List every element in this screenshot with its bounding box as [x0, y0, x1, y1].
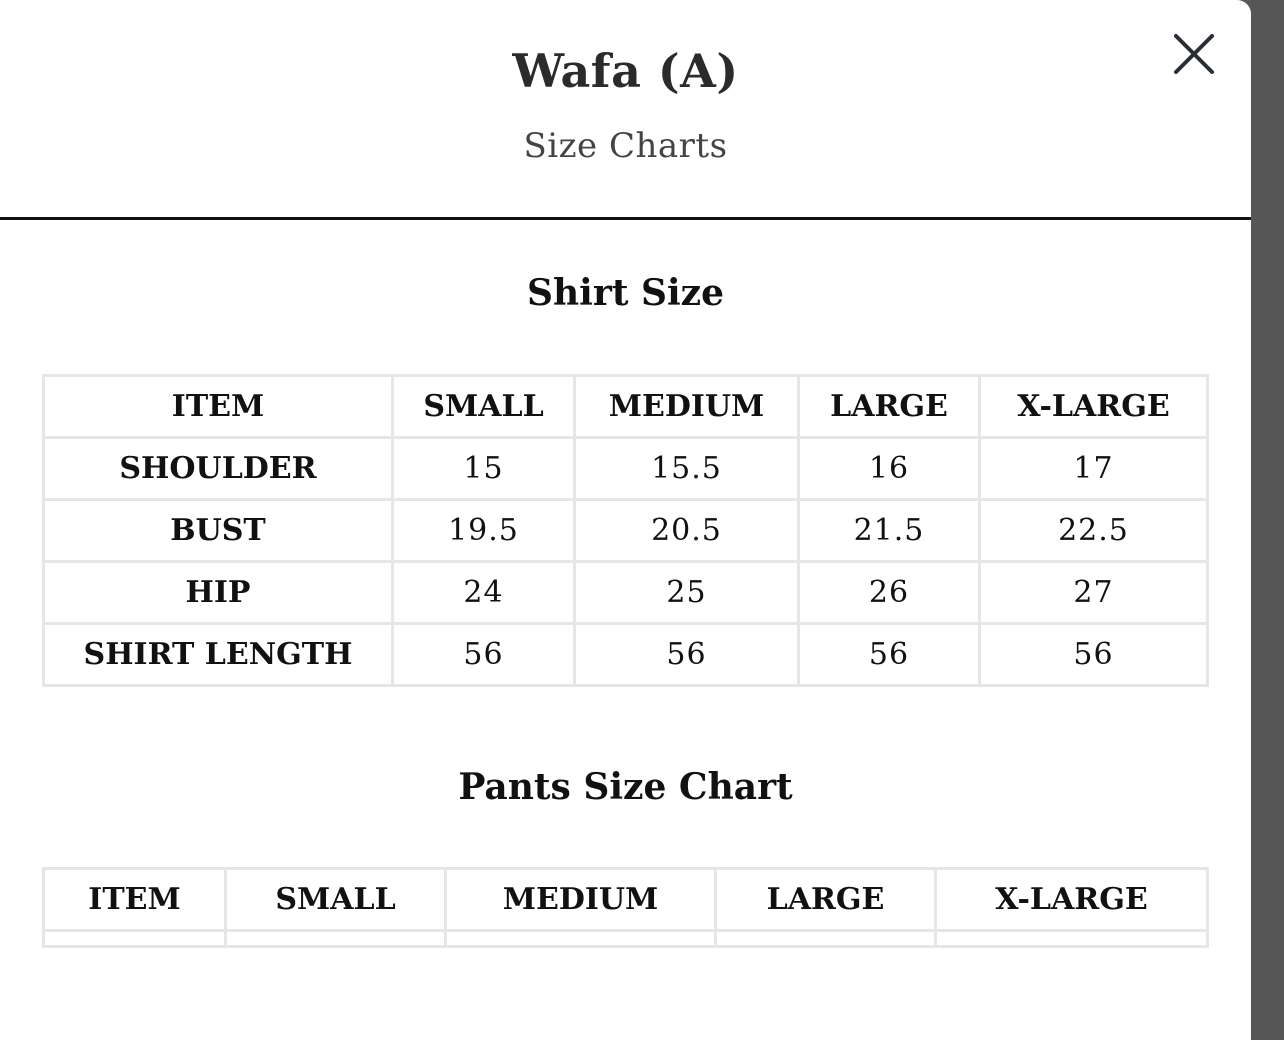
column-header: SMALL — [393, 376, 575, 438]
modal-subtitle: Size Charts — [523, 126, 728, 166]
table-cell: 15.5 — [575, 438, 799, 500]
table-cell: 20.5 — [575, 500, 799, 562]
row-label: BUST — [44, 500, 393, 562]
table-cell: 22.5 — [980, 500, 1208, 562]
table-row — [44, 500, 1208, 562]
row-label: HIP — [44, 562, 393, 624]
close-button[interactable] — [1170, 30, 1218, 78]
table-cell: 56 — [575, 624, 799, 686]
table-cell: 25 — [575, 562, 799, 624]
column-header: LARGE — [716, 869, 936, 931]
column-header: X-LARGE — [980, 376, 1208, 438]
table-cell: 56 — [799, 624, 980, 686]
table-cell — [44, 931, 226, 947]
table-cell: 26 — [799, 562, 980, 624]
column-header: SMALL — [226, 869, 446, 931]
table-cell: 56 — [393, 624, 575, 686]
table-cell — [936, 931, 1208, 947]
pants-size-title: Pants Size Chart — [458, 766, 793, 808]
table-row — [44, 931, 1208, 947]
column-header: LARGE — [799, 376, 980, 438]
column-header: MEDIUM — [446, 869, 716, 931]
table-header-row — [44, 869, 1208, 931]
table-row — [44, 562, 1208, 624]
column-header: X-LARGE — [936, 869, 1208, 931]
product-title: Wafa (A) — [512, 44, 739, 98]
shirt-size-title: Shirt Size — [527, 272, 724, 314]
table-cell: 21.5 — [799, 500, 980, 562]
page-scrollbar[interactable] — [1251, 0, 1284, 1018]
table-header-row — [44, 376, 1208, 438]
table-row — [44, 438, 1208, 500]
table-cell — [226, 931, 446, 947]
table-cell: 56 — [980, 624, 1208, 686]
table-cell: 27 — [980, 562, 1208, 624]
row-label: SHIRT LENGTH — [44, 624, 393, 686]
column-header: ITEM — [44, 376, 393, 438]
table-row — [44, 624, 1208, 686]
column-header: MEDIUM — [575, 376, 799, 438]
row-label: SHOULDER — [44, 438, 393, 500]
column-header: ITEM — [44, 869, 226, 931]
pants-size-table — [42, 867, 1209, 948]
table-cell: 15 — [393, 438, 575, 500]
shirt-size-table — [42, 374, 1209, 687]
table-cell: 19.5 — [393, 500, 575, 562]
table-cell — [716, 931, 936, 947]
modal-header — [0, 0, 1251, 220]
table-cell: 16 — [799, 438, 980, 500]
table-cell: 17 — [980, 438, 1208, 500]
table-cell — [446, 931, 716, 947]
table-cell: 24 — [393, 562, 575, 624]
close-icon — [1170, 30, 1218, 78]
